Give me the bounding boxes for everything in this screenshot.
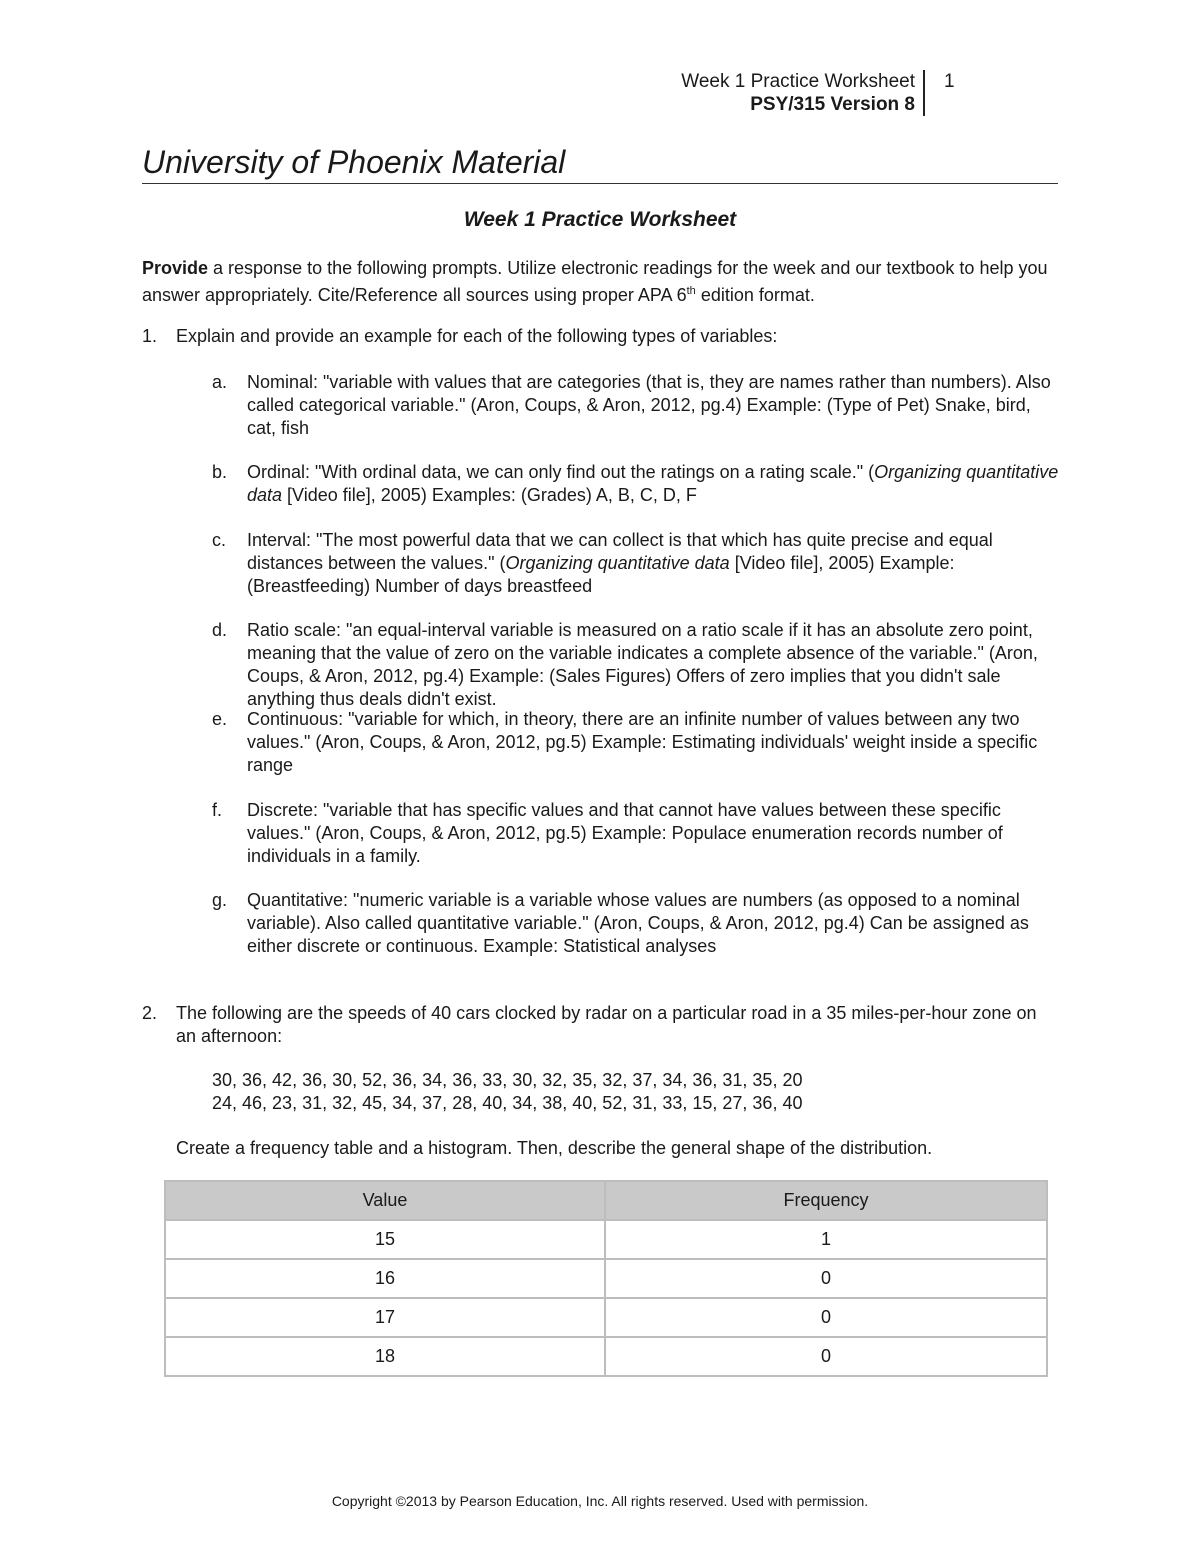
item-g-text: Quantitative: "numeric variable is a variable whose values are numbers (as opposed to a nominal variable). Also called quantitative variable." (Aron, Coups, & Aron, 2012, pg.4) Can be assigned as either discrete or continuous. Example: Statistical analyses [247, 890, 1029, 956]
header-frequency: Frequency [605, 1181, 1047, 1220]
question-2-number: 2. [142, 1003, 158, 1023]
item-c-italic: Organizing quantitative data [505, 553, 730, 573]
document-title: Week 1 Practice Worksheet [463, 208, 737, 231]
frequency-table [164, 1180, 1048, 1377]
item-b-letter: b. [212, 462, 228, 482]
copyright-footer: Copyright ©2013 by Pearson Education, Inc. All rights reserved. Used with permission. [331, 1493, 869, 1509]
item-b-post: [Video file], 2005) Examples: (Grades) A, B, C, D, F [282, 485, 697, 505]
item-d-letter: d. [212, 620, 228, 640]
item-b-italic: Organizing quantitative data [247, 462, 1059, 505]
item-g-letter: g. [212, 890, 228, 910]
intro-bold: Provide [142, 258, 209, 278]
page-number: 1 [944, 71, 955, 92]
item-e-text: Continuous: "variable for which, in theory, there are an infinite number of values between any two values." (Aron, Coups, & Aron, 2012, pg.5) Example: Estimating individuals' weight inside a specific range [247, 709, 1038, 775]
header-doc-name: Week 1 Practice Worksheet [681, 71, 915, 92]
table-row [165, 1337, 1047, 1376]
item-f-letter: f. [212, 800, 223, 820]
question-1-prompt: Explain and provide an example for each of the following types of variables: [176, 326, 778, 346]
table-row [165, 1298, 1047, 1337]
header-value: Value [165, 1181, 605, 1220]
table-row [165, 1259, 1047, 1298]
item-c-post: [Video file], 2005) Example: (Breastfeeding) Number of days breastfeed [247, 553, 955, 596]
question-1-number: 1. [142, 326, 158, 346]
intro-superscript: th [686, 285, 696, 297]
item-c-text [247, 529, 1062, 598]
cell-frequency: 0 [605, 1298, 1047, 1337]
cell-value: 18 [165, 1337, 605, 1376]
page-header [681, 70, 925, 116]
table-header-row [165, 1181, 1047, 1220]
cell-value: 15 [165, 1220, 605, 1259]
cell-frequency: 1 [605, 1220, 1047, 1259]
item-b-pre: Ordinal: "With ordinal data, we can only find out the ratings on a rating scale." ( [247, 462, 875, 482]
intro-paragraph [142, 257, 1058, 307]
speeds-line-2: 24, 46, 23, 31, 32, 45, 34, 37, 28, 40, 34, 38, 40, 52, 31, 33, 15, 27, 36, 40 [212, 1093, 803, 1113]
speeds-data [212, 1069, 802, 1115]
intro-text-end: edition format. [695, 285, 815, 305]
question-2-prompt: The following are the speeds of 40 cars clocked by radar on a particular road in a 35 miles-per-hour zone on an afternoon: [176, 1003, 1037, 1046]
item-f-text: Discrete: "variable that has specific values and that cannot have values between these specific values." (Aron, Coups, & Aron, 2012, pg.5) Example: Populace enumeration records number of individuals in a family. [247, 800, 1003, 866]
header-course: PSY/315 Version 8 [750, 94, 915, 115]
item-a-letter: a. [212, 372, 228, 392]
item-e-letter: e. [212, 709, 228, 729]
item-b-text [247, 461, 1062, 507]
item-d-text: Ratio scale: "an equal-interval variable is measured on a ratio scale if it has an absolute zero point, meaning that the value of zero on the variable indicates a complete absence of the variable." (Aron, Coups, & Aron, 2012, pg.4) Example: (Sales Figures) Offers of zero implies that you didn't sale anything thus deals didn't exist. [247, 620, 1038, 709]
cell-frequency: 0 [605, 1259, 1047, 1298]
cell-value: 16 [165, 1259, 605, 1298]
table-row [165, 1220, 1047, 1259]
speeds-line-1: 30, 36, 42, 36, 30, 52, 36, 34, 36, 33, 30, 32, 35, 32, 37, 34, 36, 31, 35, 20 [212, 1070, 803, 1090]
cell-value: 17 [165, 1298, 605, 1337]
university-title: University of Phoenix Material [142, 143, 1058, 184]
item-c-pre: Interval: "The most powerful data that we can collect is that which has quite precise and equal distances between the values." ( [247, 530, 993, 573]
cell-frequency: 0 [605, 1337, 1047, 1376]
question-2-instruction: Create a frequency table and a histogram. Then, describe the general shape of the distribution. [176, 1138, 933, 1158]
intro-text: a response to the following prompts. Utilize electronic readings for the week and our textbook to help you answer appropriately. Cite/Reference all sources using proper APA 6 [142, 258, 1048, 305]
item-c-letter: c. [212, 530, 227, 550]
item-a-text: Nominal: "variable with values that are categories (that is, they are names rather than numbers). Also called categorical variable." (Aron, Coups, & Aron, 2012, pg.4) Example: (Type of Pet) Snake, bird, cat, fish [247, 372, 1051, 438]
